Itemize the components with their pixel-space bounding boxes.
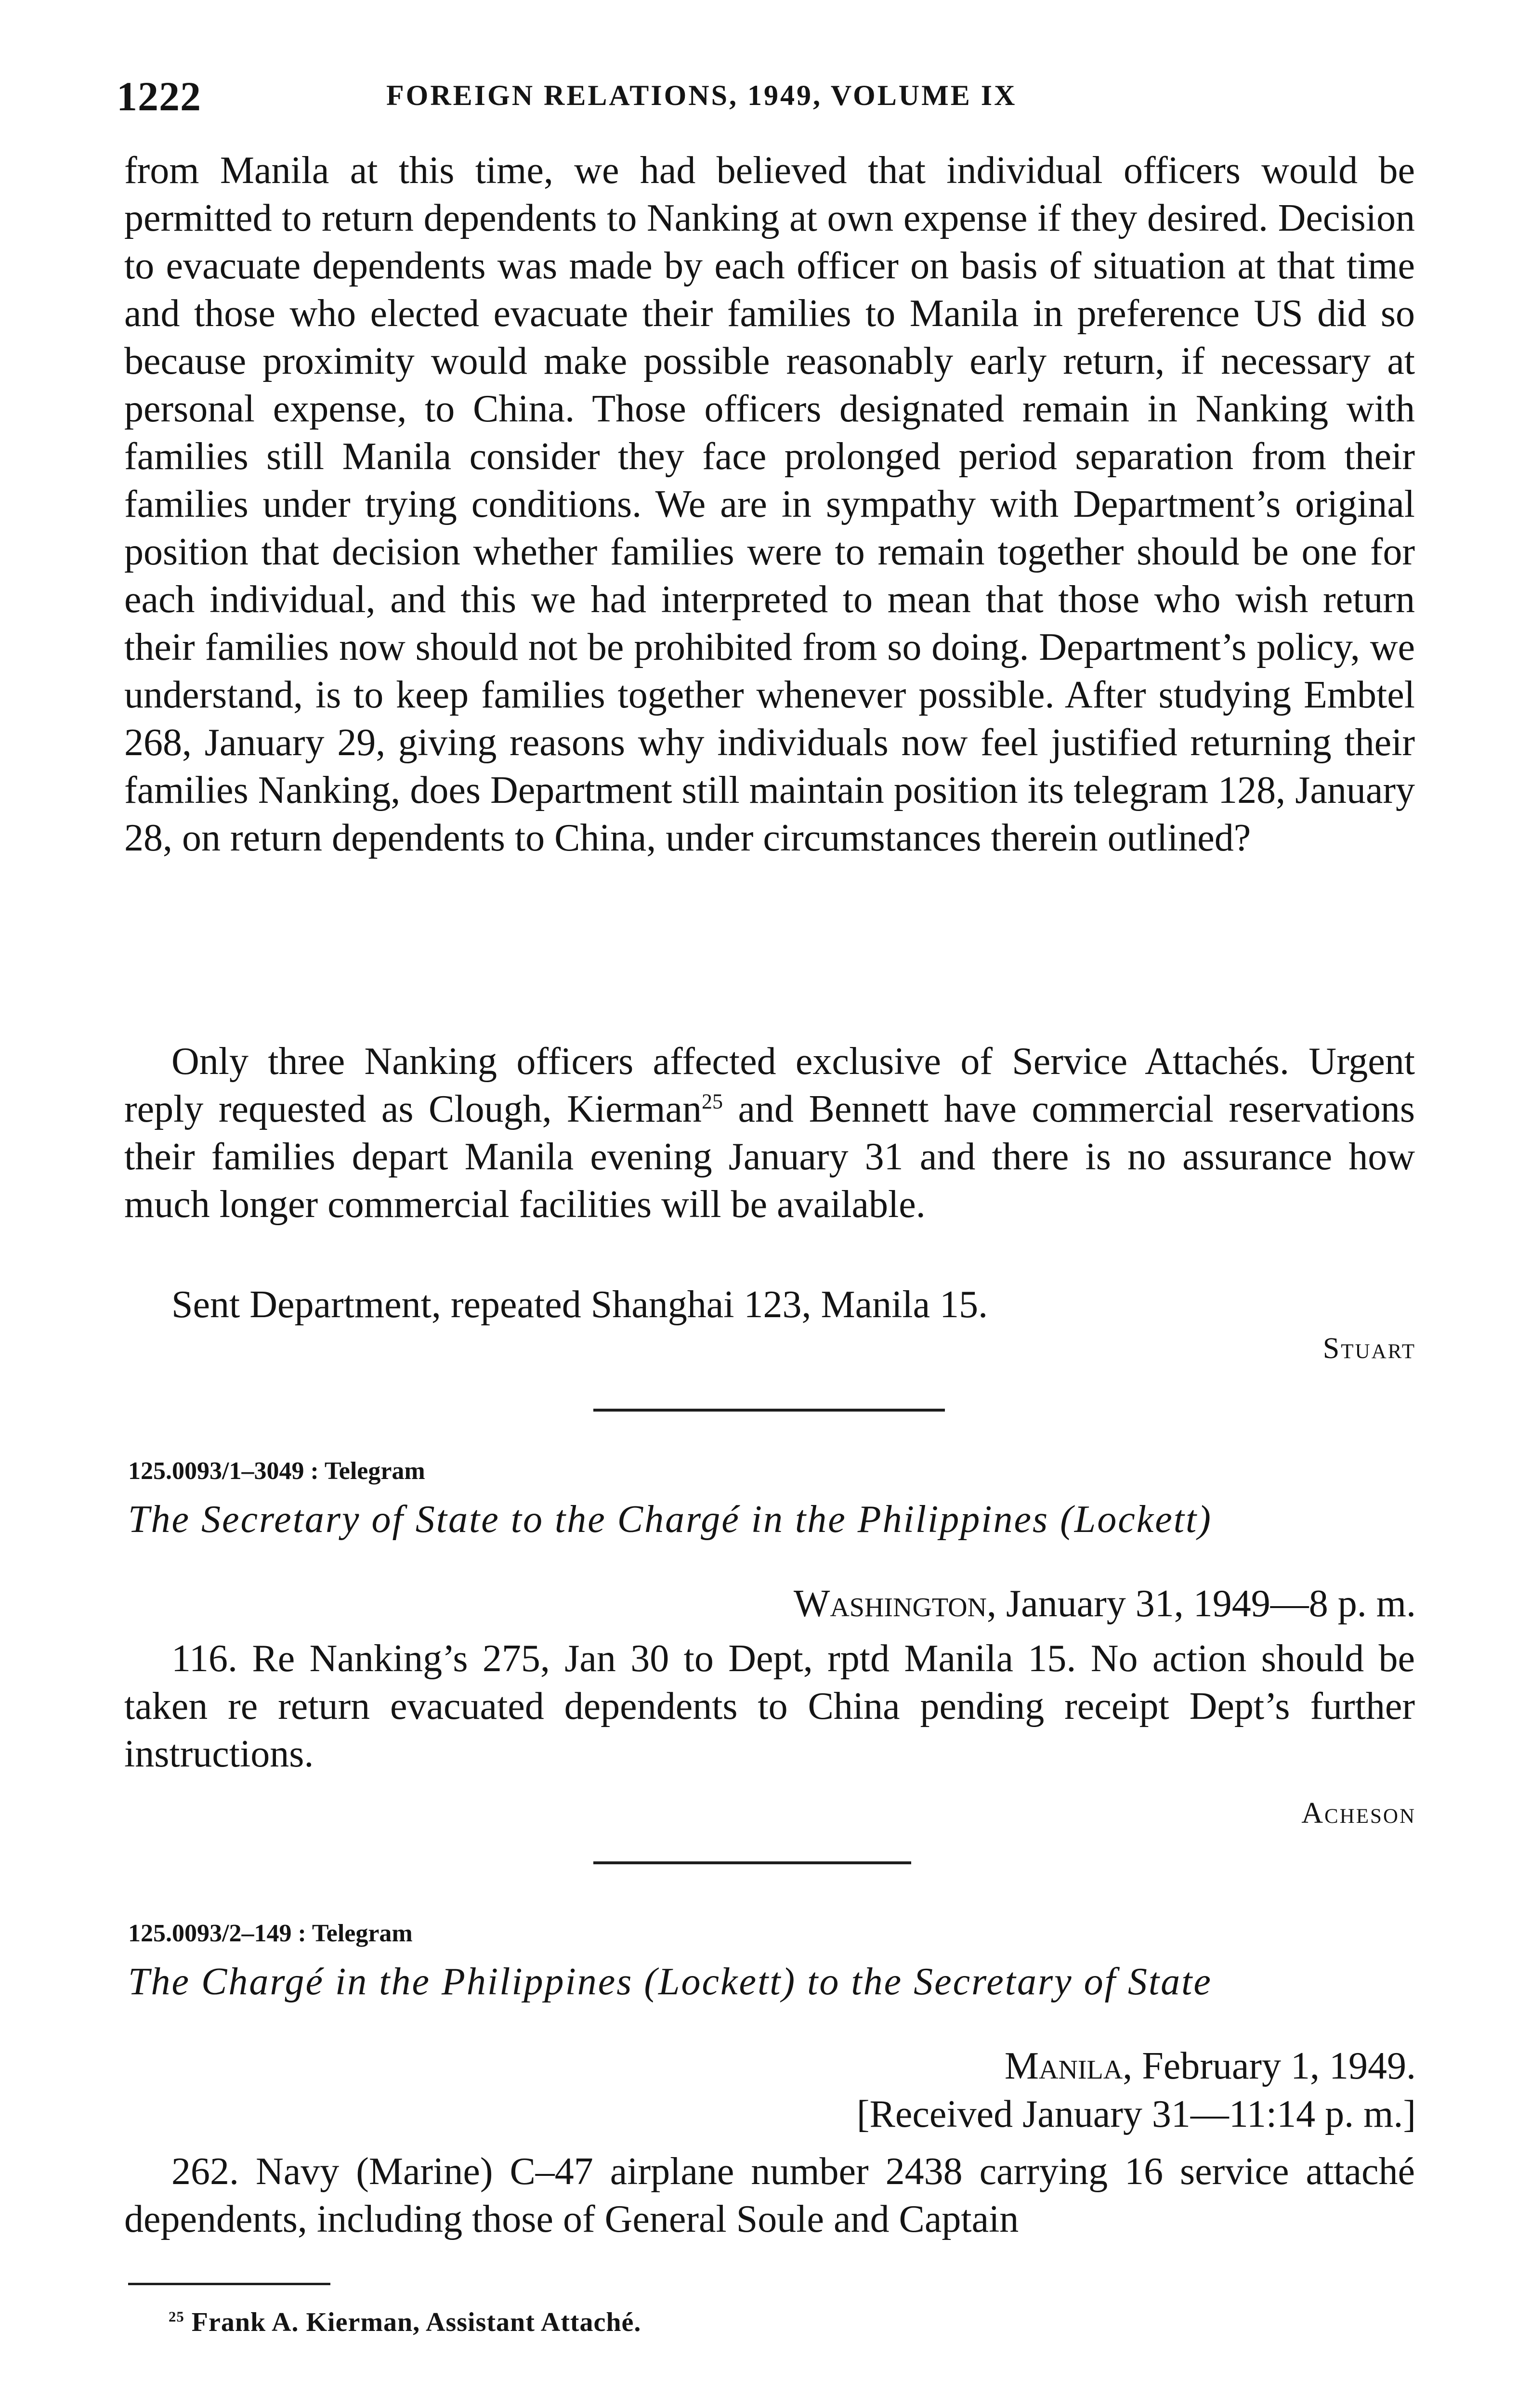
running-head: FOREIGN RELATIONS, 1949, VOLUME IX	[386, 79, 1017, 111]
footnote-rule	[128, 2283, 330, 2285]
file-number-doc-3: 125.0093/2–149 : Telegram	[128, 1920, 413, 1947]
footnote-reference: 25	[702, 1089, 723, 1113]
dateline-date-doc-3: , February 1, 1949.	[1123, 2045, 1416, 2087]
dateline-date-doc-2: , January 31, 1949—8 p. m.	[986, 1583, 1416, 1625]
file-number-doc-2: 125.0093/1–3049 : Telegram	[128, 1457, 425, 1485]
body-paragraph-2	[124, 1038, 1415, 1229]
page-header	[117, 72, 1417, 130]
body-paragraph-1: from Manila at this time, we had believed that individual officers would be permitted to return dependents to Nanking at own expense if they desired. Decision to evacuate dependents was made by each officer on basis of situation at that time and those who elected evacuate their families to Manila in preference US did so because proximity would make possible reasonably early return, if necessary at personal expense, to China. Those officers designated remain in Nanking with families still Manila consider they face prolonged period separation from their families under trying conditions. We are in sympathy with Department’s original position that decision whether families were to remain together should be one for each individual, and this we had interpreted to mean that those who wish return their families now should not be prohibited from so doing. Department’s policy, we understand, is to keep families together whenever possible. After studying Embtel 268, January 29, giving reasons why individuals now feel justified returning their families Nanking, does Department still maintain position its telegram 128, January 28, on return dependents to China, under circumstances therein outlined?	[124, 149, 1415, 859]
dateline-doc-3	[1005, 2044, 1416, 2088]
received-line-doc-3: [Received January 31—11:14 p. m.]	[856, 2093, 1416, 2135]
document-title-doc-3: The Chargé in the Philippines (Lockett) to the Secretary of State	[128, 1961, 1212, 2003]
paragraph-doc-3: 262. Navy (Marine) C–47 airplane number 2438 carrying 16 service attaché dependents, including those of General Soule and Captain	[124, 2150, 1415, 2240]
signature-stuart: Stuart	[1322, 1332, 1416, 1365]
footnote-text: Frank A. Kierman, Assistant Attaché.	[184, 2307, 641, 2337]
signature-acheson: Acheson	[1301, 1797, 1416, 1830]
dateline-doc-2	[794, 1582, 1416, 1626]
page-number: 1222	[117, 73, 201, 119]
section-divider-1	[593, 1409, 945, 1412]
section-divider-2	[593, 1861, 911, 1864]
dateline-place-doc-3: Manila	[1004, 2045, 1123, 2087]
document-title-doc-2: The Secretary of State to the Chargé in the Philippines (Lockett)	[128, 1498, 1212, 1541]
body-paragraph-3: Sent Department, repeated Shanghai 123, Manila 15.	[171, 1283, 988, 1326]
footnote-number: 25	[169, 2308, 184, 2325]
footnote-25	[169, 2307, 641, 2338]
dateline-place-doc-2: Washington	[793, 1583, 987, 1625]
body-paragraph-2-text-a: Only three Nanking officers affected exclusive of Service Attachés. Urgent reply requested as Clough, Kierman	[124, 1040, 1415, 1130]
body-paragraph-2-text-b: and Bennett have commercial reservations their families depart Manila evening January 31 and there is no assurance how much longer commercial facilities will be available.	[124, 1088, 1415, 1226]
paragraph-doc-2: 116. Re Nanking’s 275, Jan 30 to Dept, rptd Manila 15. No action should be taken re return evacuated dependents to China pending receipt Dept’s further instructions.	[124, 1637, 1415, 1775]
